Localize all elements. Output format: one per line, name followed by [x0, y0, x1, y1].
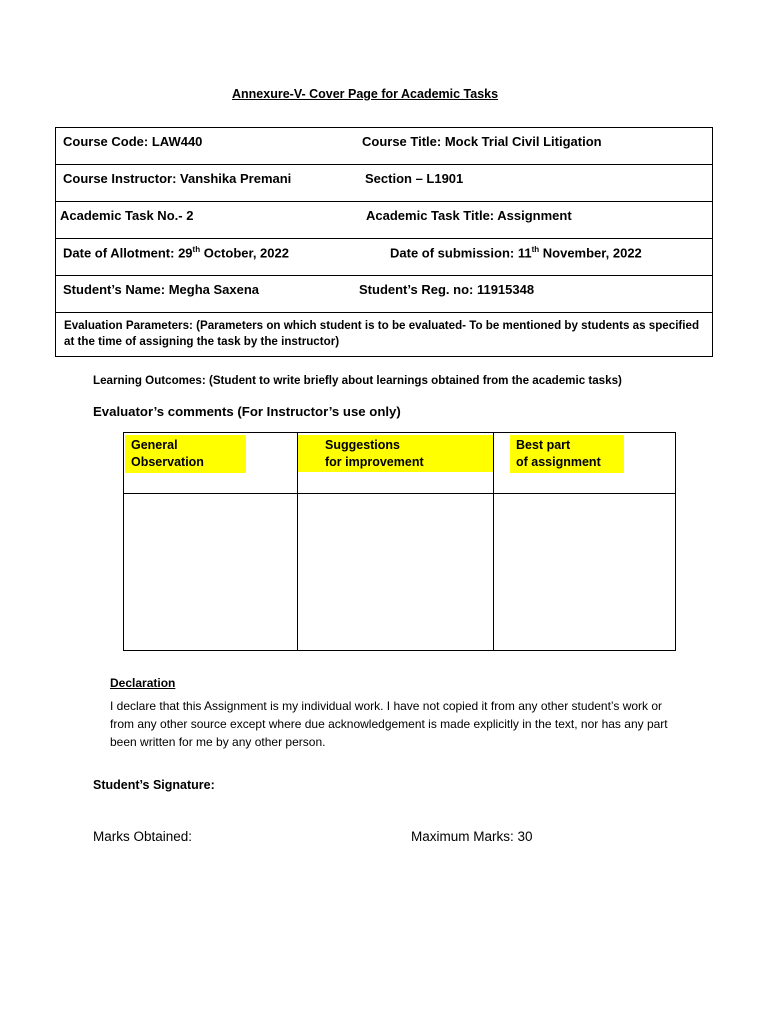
- evaluation-parameters-label: Evaluation Parameters:: [64, 319, 193, 332]
- date-of-allotment: Date of Allotment: 29th October, 2022: [63, 245, 289, 261]
- learning-outcomes: Learning Outcomes: (Student to write briefly about learnings obtained from the academic tasks): [93, 374, 622, 387]
- student-signature-label: Student’s Signature:: [93, 778, 215, 792]
- section: Section – L1901: [365, 171, 464, 186]
- evaluation-parameters: [56, 313, 712, 356]
- student-name: Student’s Name: Megha Saxena: [63, 282, 260, 297]
- best-part-header: Best part of assignment: [510, 435, 624, 473]
- best-part-cell[interactable]: [494, 494, 674, 649]
- info-row-student: [56, 276, 712, 313]
- general-observation-cell[interactable]: [124, 494, 297, 649]
- date-of-submission: Date of submission: 11th November, 2022: [390, 245, 642, 261]
- suggestions-cell[interactable]: [298, 494, 493, 649]
- declaration-heading: Declaration: [110, 676, 176, 690]
- course-instructor: Course Instructor: Vanshika Premani: [63, 171, 292, 186]
- course-info-table: [55, 127, 713, 357]
- marks-obtained: Marks Obtained:: [93, 829, 193, 844]
- info-row-dates: [56, 239, 712, 276]
- info-row-task: [56, 202, 712, 239]
- evaluator-comments-table: [123, 432, 676, 651]
- maximum-marks: Maximum Marks: 30: [411, 829, 533, 844]
- info-row-instructor: [56, 165, 712, 202]
- course-code: Course Code: LAW440: [63, 134, 203, 149]
- declaration-text: I declare that this Assignment is my individual work. I have not copied it from any other student’s work or from any other source except where due acknowledgement is made explicitly in the text, nor has any part been written for me by any other person.: [110, 699, 668, 749]
- suggestions-header: Suggestions for improvement: [298, 435, 493, 472]
- academic-task-title: Academic Task Title: Assignment: [366, 208, 572, 223]
- evaluation-parameters-text: (Parameters on which student is to be evaluated- To be mentioned by students as specified at the time of assigning the task by the instructor): [64, 319, 700, 348]
- info-row-course: [56, 128, 712, 165]
- student-reg-no: Student’s Reg. no: 11915348: [359, 282, 535, 297]
- academic-task-no: Academic Task No.- 2: [60, 208, 194, 223]
- page-title: Annexure-V- Cover Page for Academic Tasks: [232, 87, 499, 101]
- course-title: Course Title: Mock Trial Civil Litigation: [362, 134, 602, 149]
- general-observation-header: General Observation: [125, 435, 246, 473]
- evaluator-comments-heading: Evaluator’s comments (For Instructor’s use only): [93, 404, 401, 419]
